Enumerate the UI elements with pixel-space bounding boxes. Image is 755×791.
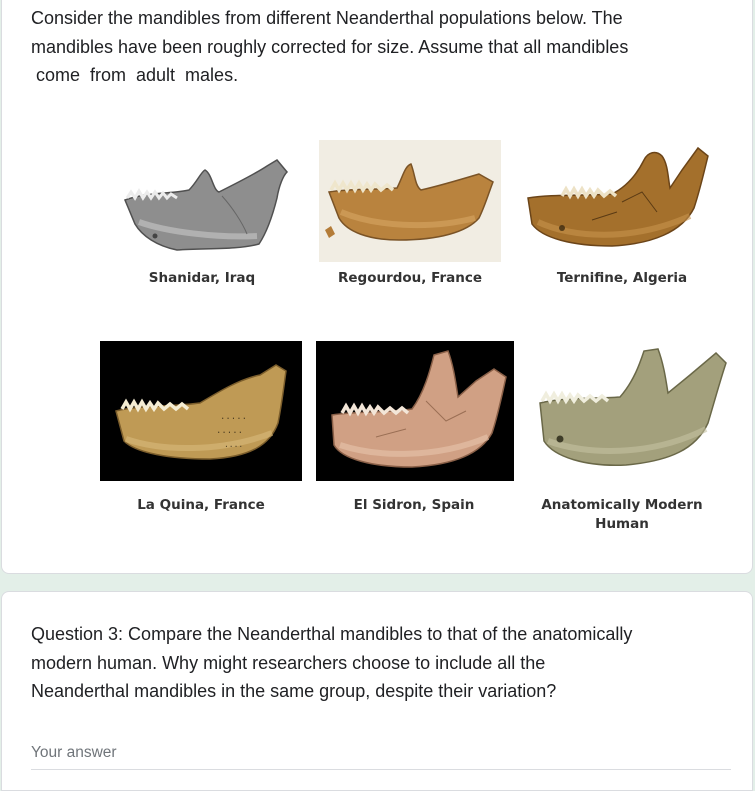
question-text <box>31 620 731 706</box>
answer-input[interactable]: Your answer <box>31 744 117 761</box>
description-card <box>1 0 753 574</box>
mandible-image-la-quina <box>100 341 302 481</box>
question-card <box>1 591 753 791</box>
mandible-image-shanidar <box>117 152 292 257</box>
mandible-image-el-sidron <box>316 341 514 481</box>
question-line-1: Question 3: Compare the Neanderthal mandibles to that of the anatomically <box>31 624 633 644</box>
mandible-image-regourdou <box>319 140 501 262</box>
mandible-image-modern-human <box>530 345 728 473</box>
caption-la-quina: La Quina, France <box>137 497 265 513</box>
caption-el-sidron: El Sidron, Spain <box>353 497 475 513</box>
description-text <box>31 4 721 90</box>
question-line-3: Neanderthal mandibles in the same group, despite their variation? <box>31 681 557 701</box>
caption-shanidar: Shanidar, Iraq <box>148 270 256 286</box>
caption-ternifine: Ternifine, Algeria <box>556 270 688 286</box>
svg-text:....: .... <box>224 441 244 450</box>
answer-underline <box>31 769 731 770</box>
caption-modern-human-line-1: Anatomically Modern <box>541 497 703 513</box>
mandible-image-ternifine <box>522 142 714 254</box>
description-line-3: come from adult males. <box>31 65 239 85</box>
svg-text:.....: ..... <box>220 412 248 422</box>
description-line-1: Consider the mandibles from different Neanderthal populations below. The <box>31 8 623 28</box>
description-line-2: mandibles have been roughly corrected for size. Assume that all mandibles <box>31 36 629 57</box>
question-line-2: modern human. Why might researchers choose to include all the <box>31 652 546 673</box>
caption-modern-human <box>522 496 722 534</box>
svg-text:.....: ..... <box>216 426 244 436</box>
caption-modern-human-line-2: Human <box>595 516 649 532</box>
caption-regourdou: Regourdou, France <box>337 270 483 286</box>
